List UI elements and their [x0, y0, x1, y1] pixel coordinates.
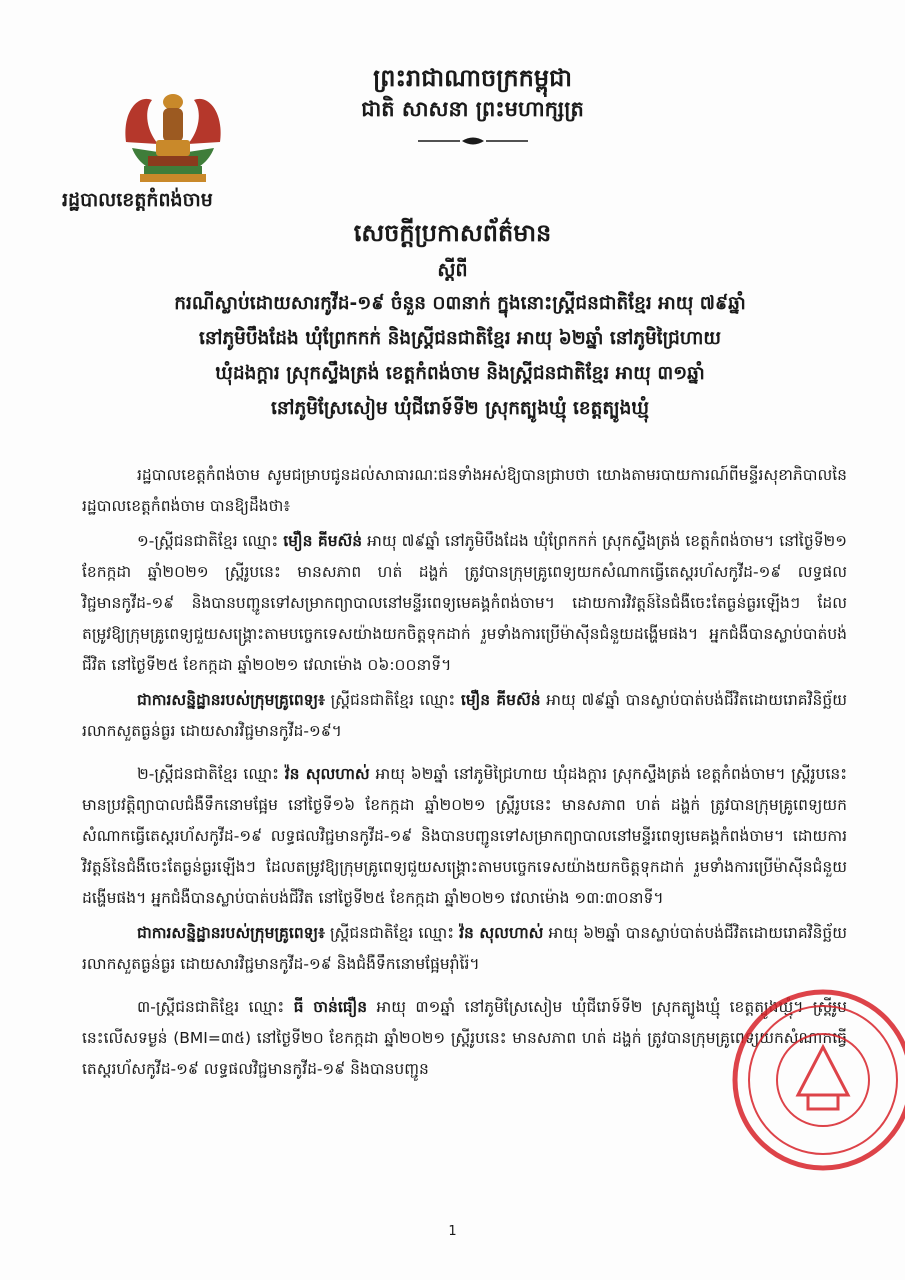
case-1-conclusion: ជាការសន្និដ្ឋានរបស់ក្រុមគ្រូពេទ្យ៖ ស្ត្រីជនជាតិខ្មែរ ឈ្មោះ មឿន គីមស៊ន់ អាយុ ៧៩ឆ្នាំ បានស្លាប់បាត់បង់ជីវិតដោយរោគវិនិច្ឆ័យ រលាកសួតធ្ងន់ធ្ងរ ដោយសារវិជ្ជមានកូវីដ-១៩។: [82, 691, 847, 740]
national-motto: ជាតិ សាសនា ព្រះមហាក្សត្រ: [361, 97, 584, 121]
headline-line: នៅភូមិស្រែសៀម ឃុំជីរោទ៍ទី២ ស្រុកត្បូងឃ្មុំ ខេត្តត្បូងឃ្មុំ: [271, 398, 649, 419]
issuing-authority: រដ្ឋបាលខេត្តកំពង់ចាម: [62, 189, 213, 211]
case-2-paragraph: ២-ស្ត្រីជនជាតិខ្មែរ ឈ្មោះ វ៉ន សុលហាស់ អាយុ ៦២ឆ្នាំ នៅភូមិជ្រៃហាយ ឃុំដងក្ដារ ស្រុកស្ទឹងត្រង់ ខេត្តកំពង់ចាម។ ស្ត្រីរូបនេះ មានប្រវត្តិព្យាបាលជំងឺទឹកនោមផ្អែម នៅថ្ងៃទី១៦ ខែកក្កដា ឆ្នាំ២០២១ ស្ត្រីរូបនេះ មានសភាព ហត់ ដង្ហក់ ត្រូវបានក្រុមគ្រូពេទ្យយកសំណាកធ្វើតេស្តរហ័សកូវីដ-១៩ លទ្ធផលវិជ្ជមានកូវីដ-១៩ និងបានបញ្ជូនទៅសម្រាកព្យាបាលនៅមន្ទីរពេទ្យមេគង្គកំពង់ចាម។ ដោយការវិវត្តន៍នៃជំងឺចេះតែធ្ងន់ធ្ងរឡើងៗ ដែលតម្រូវឱ្យក្រុមគ្រូពេទ្យជួយសង្គ្រោះតាមបច្ចេកទេសយ៉ាងយកចិត្តទុកដាក់ រួមទាំងការប្រើម៉ាស៊ីនជំនួយដង្ហើមផង។ អ្នកជំងឺបានស្លាប់បាត់បង់ជីវិត នៅថ្ងៃទី២៥ ខែកក្កដា ឆ្នាំ២០២១ វេលាម៉ោង ១៣:៣០នាទី។: [82, 765, 848, 907]
patient-name: មឿន គីមស៊ន់: [460, 691, 541, 709]
ornamental-divider-icon: [418, 134, 528, 148]
case-3-paragraph: ៣-ស្ត្រីជនជាតិខ្មែរ ឈ្មោះ ធី ចាន់ធឿន អាយុ ៣១ឆ្នាំ នៅភូមិស្រែសៀម ឃុំជីរោទ៍ទី២ ស្រុកត្បូងឃ្មុំ ខេត្តត្បូងឃ្មុំ។ ស្ត្រីរូបនេះលើសទម្ងន់ (BMI=៣៥) នៅថ្ងៃទី២០ ខែកក្កដា ឆ្នាំ២០២១ ស្ត្រីរូបនេះ មានសភាព ហត់ ដង្ហក់ ត្រូវបានក្រុមគ្រូពេទ្យយកសំណាកធ្វើតេស្តរហ័សកូវីដ-១៩ លទ្ធផលវិជ្ជមានកូវីដ-១៩ និងបានបញ្ជូន: [82, 998, 848, 1078]
subject-label: ស្តីពី: [437, 259, 468, 281]
conclusion-label: ជាការសន្និដ្ឋានរបស់ក្រុមគ្រូពេទ្យ៖: [137, 691, 325, 709]
case-1-paragraph: ១-ស្ត្រីជនជាតិខ្មែរ ឈ្មោះ មឿន គីមស៊ន់ អាយុ ៧៩ឆ្នាំ នៅភូមិបឹងដែង ឃុំព្រែកកក់ ស្រុកស្ទឹងត្រង់ ខេត្តកំពង់ចាម។ នៅថ្ងៃទី២១ ខែកក្កដា ឆ្នាំ២០២១ ស្ត្រីរូបនេះ មានសភាព ហត់ ដង្ហក់ ត្រូវបានក្រុមគ្រូពេទ្យយកសំណាកធ្វើតេស្តរហ័សកូវីដ-១៩ លទ្ធផលវិជ្ជមានកូវីដ-១៩ និងបានបញ្ជូនទៅសម្រាកព្យាបាលនៅមន្ទីរពេទ្យមេគង្គកំពង់ចាម។ ដោយការវិវត្តន៍នៃជំងឺចេះតែធ្ងន់ធ្ងរឡើងៗ ដែលតម្រូវឱ្យក្រុមគ្រូពេទ្យជួយសង្គ្រោះតាមបច្ចេកទេសយ៉ាងយកចិត្តទុកដាក់ រួមទាំងការប្រើម៉ាស៊ីនជំនួយដង្ហើមផង។ អ្នកជំងឺបានស្លាប់បាត់បង់ជីវិត នៅថ្ងៃទី២៥ ខែកក្កដា ឆ្នាំ២០២១ វេលាម៉ោង ០៦:០០នាទី។: [82, 532, 847, 674]
patient-name: មឿន គីមស៊ន់: [283, 532, 363, 550]
kingdom-name: ព្រះរាជាណាចក្រកម្ពុជា: [373, 64, 572, 92]
headline-line: ករណីស្លាប់ដោយសារកូវីដ-១៩ ចំនួន ០៣នាក់ ក្នុងនោះស្ត្រីជនជាតិខ្មែរ អាយុ ៧៩ឆ្នាំ: [174, 293, 746, 314]
case-2-conclusion: ជាការសន្និដ្ឋានរបស់ក្រុមគ្រូពេទ្យ៖ ស្ត្រីជនជាតិខ្មែរ ឈ្មោះ វ៉ន សុលហាស់ អាយុ ៦២ឆ្នាំ បានស្លាប់បាត់បង់ជីវិតដោយរោគវិនិច្ឆ័យ រលាកសួតធ្ងន់ធ្ងរ ដោយសារវិជ្ជមានកូវីដ-១៩ និងជំងឺទឹកនោមផ្អែមរ៉ាំរ៉ៃ។: [82, 924, 848, 973]
patient-name: វ៉ន សុលហាស់: [284, 765, 370, 783]
provincial-emblem-icon: [118, 82, 228, 187]
document-headline: [80, 286, 840, 426]
official-seal-icon: [728, 985, 905, 1175]
headline-line: ឃុំដងក្ដារ ស្រុកស្ទឹងត្រង់ ខេត្តកំពង់ចាម និងស្ត្រីជនជាតិខ្មែរ អាយុ ៣១ឆ្នាំ: [215, 363, 705, 384]
patient-name: ធី ចាន់ធឿន: [293, 998, 368, 1016]
patient-name: វ៉ន សុលហាស់: [459, 924, 544, 942]
headline-line: នៅភូមិបឹងដែង ឃុំព្រែកកក់ និងស្ត្រីជនជាតិខ្មែរ អាយុ ៦២ឆ្នាំ នៅភូមិជ្រៃហាយ: [198, 328, 722, 349]
document-title: សេចក្តីប្រកាសព័ត៌មាន: [353, 219, 552, 247]
conclusion-label: ជាការសន្និដ្ឋានរបស់ក្រុមគ្រូពេទ្យ៖: [137, 924, 325, 942]
page-number: 1: [448, 1224, 457, 1239]
intro-paragraph: រដ្ឋបាលខេត្តកំពង់ចាម សូមជម្រាបជូនដល់សាធារណៈជនទាំងអស់ឱ្យបានជ្រាបថា យោងតាមរបាយការណ៍ពីមន្ទីរសុខាភិបាលនៃរដ្ឋបាលខេត្តកំពង់ចាម បានឱ្យដឹងថា៖: [82, 466, 847, 515]
kingdom-motto: [300, 62, 645, 124]
